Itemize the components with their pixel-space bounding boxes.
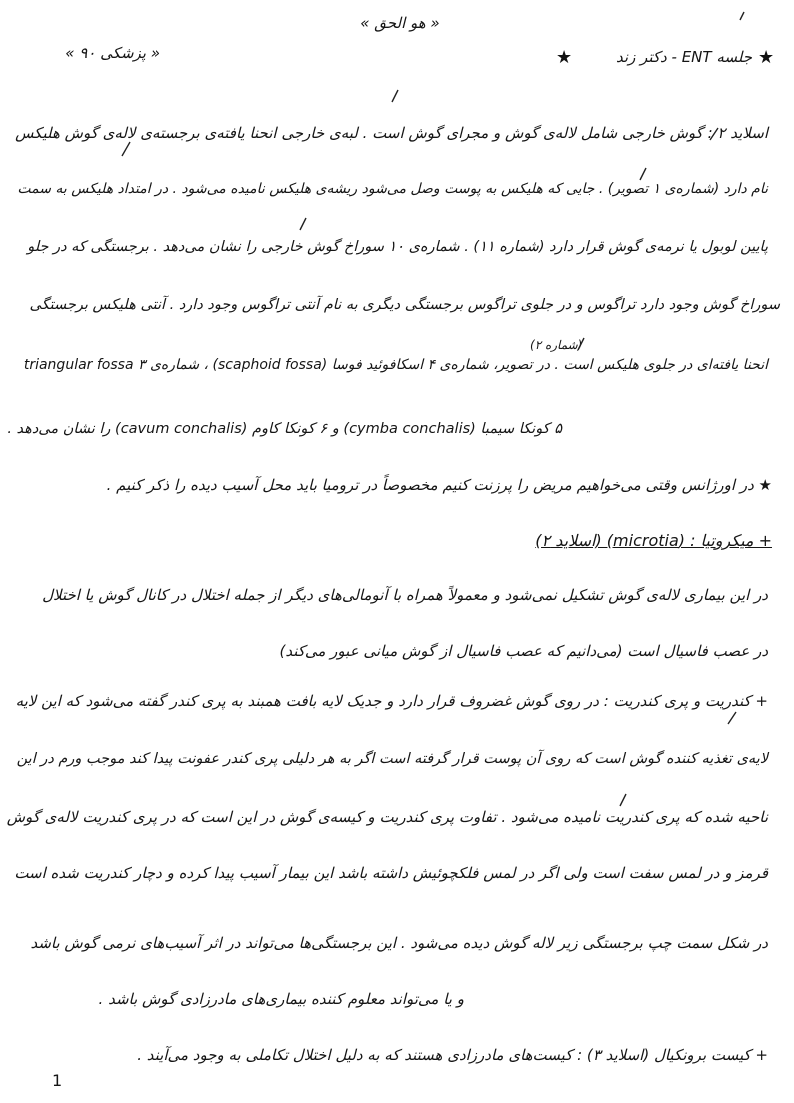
text-line: + کندریت و پری کندریت : در روی گوش غضروف قرار دارد و جدیک لایه بافت همبند به پری کندر گفته می‌شود که این لایه [15,692,768,710]
text-line: ★ در اورژانس وقتی می‌خواهیم مریض را پرزنت کنیم مخصوصاً در ترومیا باید محل آسیب دیده را ذکر کنیم . [106,476,772,494]
text-line: در این بیماری لاله‌ی گوش تشکیل نمی‌شود و معمولاً همراه با آنومالی‌های دیگر از جمله اختلال در کانال گوش یا اختلال [42,586,768,604]
star-bullet-icon: ★ [758,47,775,68]
page-number: 1 [52,1071,63,1090]
text-line: لایه‌ی تغذیه کننده گوش است که روی آن پوست قرار گرفته است اگر به هر دلیلی پری کندر عفونت پیدا کند موجب ورم در این [16,751,768,767]
text-line: قرمز و در لمس سفت است ولی اگر در لمس فلکچوئیش داشته باشد این بیمار آسیب پیدا کرده و دچار کندریت شده است [14,864,768,882]
text-line: انحنا یافته‌ای در جلوی هلیکس است . در تصویر، شماره‌ی ۴ اسکافوئید فوسا (scaphoid fossa) ، شماره‌ی ۳ triangular fossa [23,357,768,373]
star-bullet-icon: ★ [556,47,573,68]
text-line: نام دارد (شماره‌ی ۱ تصویر) . جایی که هلیکس به پوست وصل می‌شود ریشه‌ی هلیکس نامیده می‌شود . در امتداد هلیکس به سمت [17,181,768,197]
text-line: ۵ کونکا سیمبا (cymba conchalis) و ۶ کونکا کاوم (cavum conchalis) را نشان می‌دهد . [7,421,562,437]
text-line: در عصب فاسیال است (می‌دانیم که عصب فاسیال از گوش میانی عبور می‌کند) [279,642,768,660]
text-line: و یا می‌تواند معلوم کننده بیماری‌های مادرزادی گوش باشد . [98,990,464,1008]
text-line: پایین لوبول یا نرمه‌ی گوش قرار دارد (شماره ۱۱) . شماره‌ی ۱۰ سوراخ گوش خارجی را نشان می‌دهد . برجستگی که در جلو [27,239,768,255]
course-title: جلسه ENT - دکتر زند [616,48,752,66]
text-line: ناحیه شده که پری کندریت نامیده می‌شود . تفاوت پری کندریت و کیسه‌ی گوش در این است که در پری کندریت لاله‌ی گوش [6,808,768,826]
text-line: در شکل سمت چپ برجستگی زیر لاله گوش دیده می‌شود . این برجستگی‌ها می‌تواند در اثر آسیب‌های نرمی گوش باشد [30,934,768,952]
page-heading: « هو الحق » [360,14,440,32]
text-line: سوراخ گوش وجود دارد تراگوس و در جلوی تراگوس برجستگی دیگری به نام آنتی تراگوس وجود دارد . آنتی هلیکس برجستگی [29,297,780,313]
cohort-label: « پزشکی ۹۰ » [65,44,160,62]
text-line: + کیست برونکیال (اسلاید ۳) : کیست‌های مادرزادی هستند که به دلیل اختلال تکاملی به وجود می‌آیند . [137,1046,768,1064]
text-line: اسلاید ۲ : گوش خارجی شامل لاله‌ی گوش و مجرای گوش است . لبه‌ی خارجی انحنا یافته‌ی برجسته‌ی لاله‌ی گوش هلیکس [15,124,768,142]
text-line: (شماره ۲) [530,338,583,352]
section-heading: + میکروتیا : (microtia) (اسلاید ۲) [535,531,772,550]
